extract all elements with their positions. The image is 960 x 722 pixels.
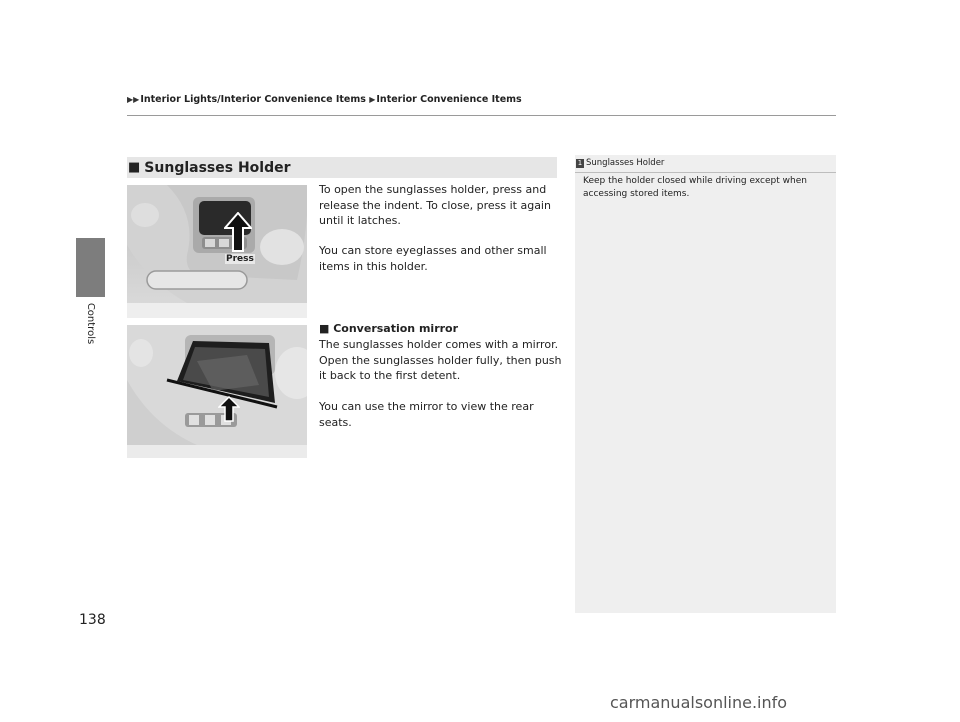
breadcrumb-arrow-icon: ▶ <box>369 95 376 104</box>
breadcrumb <box>127 94 522 105</box>
press-callout: Press <box>226 254 254 264</box>
breadcrumb-arrow-icon: ▶▶ <box>127 95 140 104</box>
note-reference[interactable] <box>575 155 836 171</box>
push-arrow-icon <box>218 396 240 422</box>
subsection-heading: ■ Conversation mirror <box>319 322 459 335</box>
watermark: carmanualsonline.info <box>610 693 788 712</box>
chapter-label: Controls <box>85 302 97 344</box>
note-rule <box>575 172 836 173</box>
section-title: Sunglasses Holder <box>144 159 291 176</box>
note-title: Sunglasses Holder <box>586 158 665 168</box>
page-number: 138 <box>79 612 106 628</box>
section-marker-icon: ■ <box>128 160 141 175</box>
press-arrow-icon <box>224 212 252 252</box>
breadcrumb-item[interactable]: Interior Lights/Interior Convenience Items <box>140 94 366 105</box>
note-text: Keep the holder closed while driving except when accessing stored items. <box>583 176 807 199</box>
instruction-paragraph: To open the sunglasses holder, press and release the indent. To close, press it again until it latches. <box>319 183 551 227</box>
mirror-paragraph: The sunglasses holder comes with a mirror. Open the sunglasses holder fully, then push it back to the first detent. <box>319 338 562 382</box>
reference-icon: 1 <box>577 158 583 167</box>
breadcrumb-item[interactable]: Interior Convenience Items <box>376 94 522 105</box>
storage-paragraph: You can store eyeglasses and other small items in this holder. <box>319 244 547 273</box>
chapter-tab[interactable] <box>76 238 105 297</box>
conversation-mirror-image <box>127 325 307 458</box>
sunglasses-holder-closed-image <box>127 185 307 318</box>
rear-seat-paragraph: You can use the mirror to view the rear seats. <box>319 400 534 429</box>
section-header <box>127 157 557 178</box>
header-rule <box>127 115 836 116</box>
note-panel <box>575 155 836 613</box>
